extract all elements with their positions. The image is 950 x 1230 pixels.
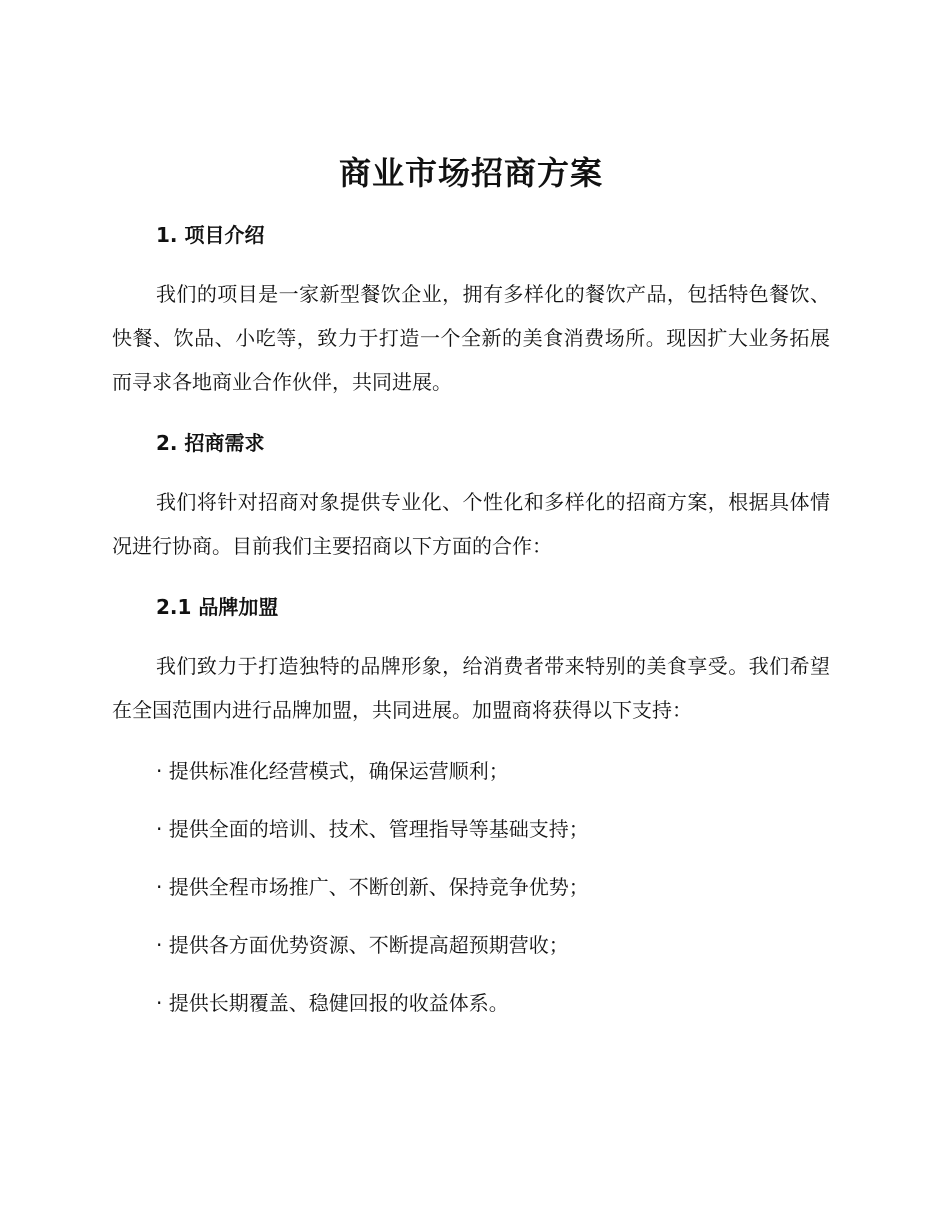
section-heading: 2. 招商需求 — [156, 431, 265, 455]
list-item: · 提供各方面优势资源、不断提高超预期营收； — [156, 933, 569, 957]
section-project-intro — [112, 220, 830, 404]
section-heading: 1. 项目介绍 — [156, 223, 265, 247]
support-list — [112, 756, 830, 1018]
list-item: · 提供全程市场推广、不断创新、保持竞争优势； — [156, 875, 589, 899]
section-paragraph: 我们将针对招商对象提供专业化、个性化和多样化的招商方案，根据具体情况进行协商。目前我们主要招商以下方面的合作： — [112, 490, 830, 558]
section-recruitment-needs — [112, 428, 830, 568]
section-paragraph: 我们的项目是一家新型餐饮企业，拥有多样化的餐饮产品，包括特色餐饮、快餐、饮品、小吃等，致力于打造一个全新的美食消费场所。现因扩大业务拓展而寻求各地商业合作伙伴，共同进展。 — [112, 282, 830, 394]
list-item: · 提供标准化经营模式，确保运营顺利； — [156, 759, 509, 783]
section-heading: 2.1 品牌加盟 — [156, 595, 279, 619]
document-title: 商业市场招商方案 — [338, 154, 603, 192]
section-paragraph: 我们致力于打造独特的品牌形象，给消费者带来特别的美食享受。我们希望在全国范围内进行品牌加盟，共同进展。加盟商将获得以下支持： — [112, 654, 830, 722]
list-item: · 提供全面的培训、技术、管理指导等基础支持； — [156, 817, 589, 841]
list-item: · 提供长期覆盖、稳健回报的收益体系。 — [156, 991, 509, 1015]
section-brand-franchise — [112, 592, 830, 1018]
